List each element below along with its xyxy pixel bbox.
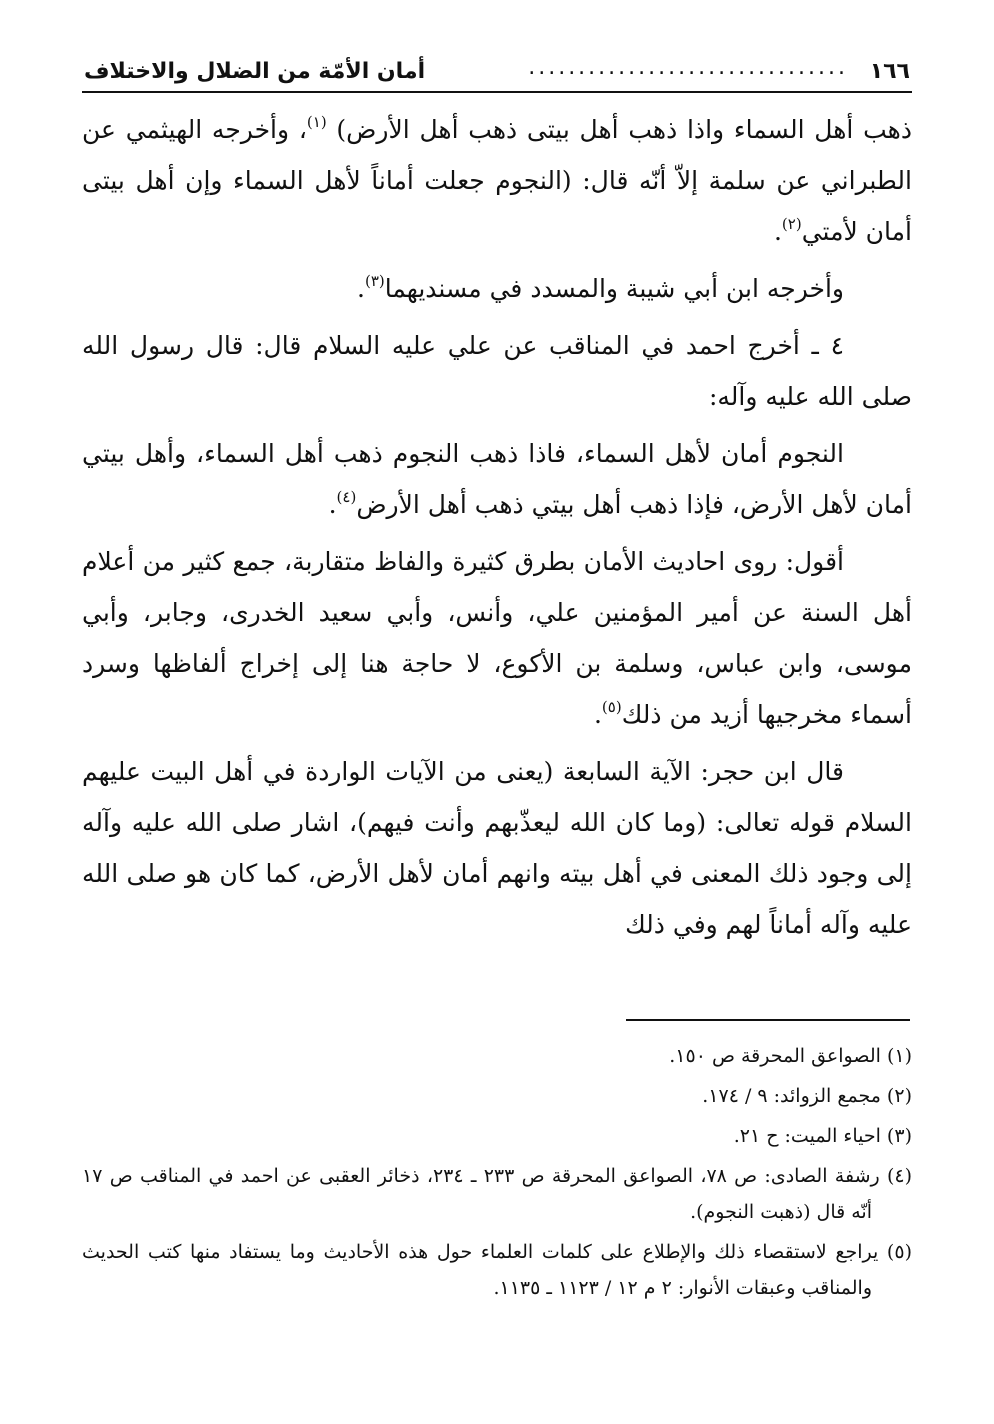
page-number: ١٦٦ bbox=[869, 59, 910, 84]
paragraph-5: أقول: روى احاديث الأمان بطرق كثيرة والفاظ متقاربة، جمع كثير من أعلام أهل السنة عن أمير المؤمنين علي، وأنس، وأبي سعيد الخدرى، وجابر، وأبي موسى، وابن عباس، وسلمة بن الأكوع، لا حاجة هنا إلى إخراج ألفاظها وسرد أسماء مخرجيها أزيد من ذلك$^{(٥)}$. bbox=[82, 547, 912, 729]
footnote-2: (٢) مجمع الزوائد: ٩ / ١٧٤. bbox=[702, 1085, 912, 1107]
running-title: أمان الأمّة من الضلال والاختلاف bbox=[84, 59, 426, 84]
header-dot-leader: ................................ bbox=[528, 55, 848, 80]
footnote-separator bbox=[626, 1019, 910, 1021]
header-rule bbox=[82, 91, 912, 93]
footnote-ref-1: (١) bbox=[306, 112, 327, 131]
paragraph-3: ٤ ـ أخرج احمد في المناقب عن علي عليه السلام قال: قال رسول الله صلى الله عليه وآله: bbox=[82, 331, 912, 411]
footnote-ref-2: (٢) bbox=[781, 214, 802, 233]
footnote-ref-5: (٥) bbox=[601, 697, 622, 716]
paragraph-1: ذهب أهل السماء واذا ذهب أهل بيتى ذهب أهل الأرض) $^{(١)}$، وأخرجه الهيثمي عن الطبراني عن سلمة إلاّ أنّه قال: (النجوم جعلت أماناً لأهل السماء وإن أهل بيتى أمان لأمتي$^{(٢)}$. bbox=[82, 112, 912, 246]
footnote-5: (٥) يراجع لاستقصاء ذلك والإطلاع على كلمات العلماء حول هذه الأحاديث وما يستفاد منها كتب الحديث والمناقب وعبقات الأنوار: ٢ م ١٢ / ١١٢٣ ـ ١١٣٥. bbox=[82, 1241, 912, 1299]
main-text bbox=[82, 104, 912, 956]
footnote-1: (١) الصواعق المحرقة ص ١٥٠. bbox=[669, 1045, 912, 1067]
footnote-3: (٣) احياء الميت: ح ٢١. bbox=[733, 1125, 912, 1147]
footnotes bbox=[82, 1038, 912, 1310]
paragraph-4: النجوم أمان لأهل السماء، فاذا ذهب النجوم ذهب أهل السماء، وأهل بيتي أمان لأهل الأرض، فإذا ذهب أهل بيتي ذهب أهل الأرض$^{(٤)}$. bbox=[82, 439, 912, 519]
footnote-ref-3: (٣) bbox=[364, 271, 385, 290]
footnote-ref-4: (٤) bbox=[336, 487, 357, 506]
paragraph-2: وأخرجه ابن أبي شيبة والمسدد في مسنديهما$^{(٣)}$. bbox=[357, 271, 844, 303]
page-header bbox=[84, 52, 910, 92]
footnote-4: (٤) رشفة الصادى: ص ٧٨، الصواعق المحرقة ص ٢٣٣ ـ ٢٣٤، ذخائر العقبى عن احمد في المناقب ص ١٧ أنّه قال (ذهبت النجوم). bbox=[82, 1165, 912, 1223]
paragraph-6: قال ابن حجر: الآية السابعة (يعنى من الآيات الواردة في أهل البيت عليهم السلام قوله تعالى: (وما كان الله ليعذّبهم وأنت فيهم)، اشار صلى الله عليه وآله إلى وجود ذلك المعنى في أهل بيته وانهم أمان لأهل الأرض، كما كان هو صلى الله عليه وآله أماناً لهم وفي ذلك bbox=[82, 757, 912, 939]
